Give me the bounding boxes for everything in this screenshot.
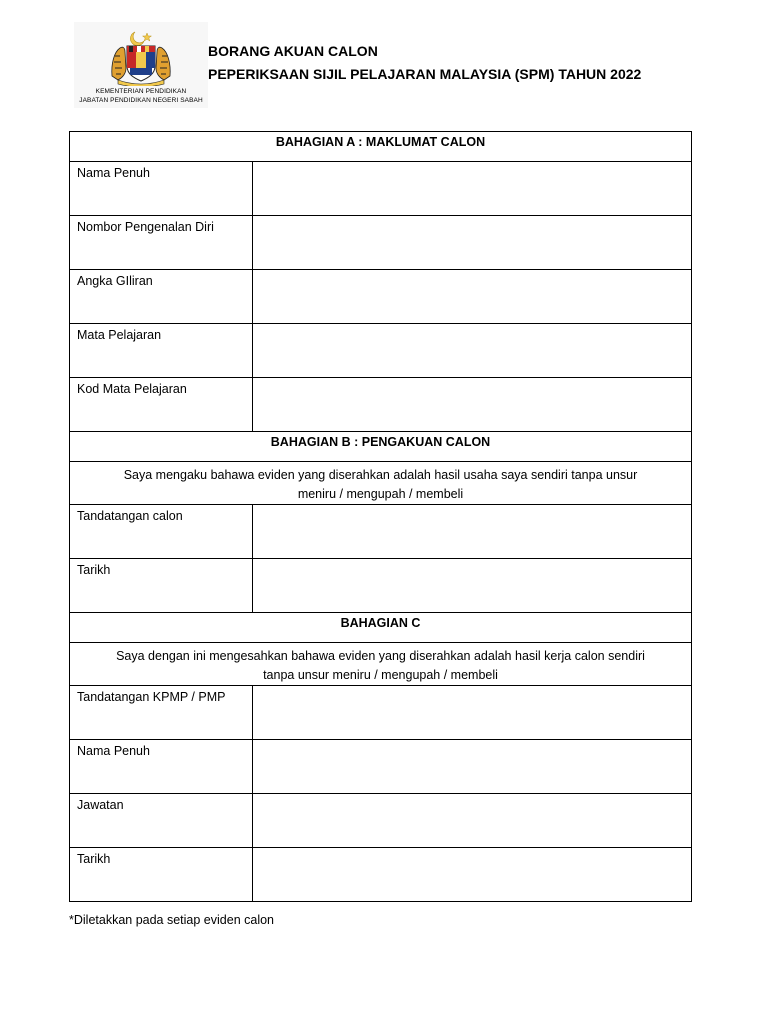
full-name-field[interactable] [253,162,692,216]
form-row-index-number [70,270,692,324]
section-c-declaration-row [70,643,692,686]
form-row-subject-code [70,378,692,432]
footnote: *Diletakkan pada setiap eviden calon [69,913,274,927]
form-row-verifier-name [70,740,692,794]
field-label: Nama Penuh [77,166,150,180]
section-a-title: BAHAGIAN A : MAKLUMAT CALON [275,135,486,149]
field-label: Nombor Pengenalan Diri [77,220,214,234]
section-b-header [70,432,692,462]
field-label: Jawatan [77,798,124,812]
form-row-candidate-signature [70,505,692,559]
field-label: Angka GIliran [77,274,153,288]
field-label: Tarikh [77,852,111,866]
candidate-date-field[interactable] [253,559,692,613]
section-a-header [70,132,692,162]
header-logo [74,22,208,108]
verifier-declaration-text: Saya dengan ini mengesahkan bahawa eviden yang diserahkan adalah hasil kerja calon sendiri tanpa unsur meniru / mengupah / membeli [116,649,645,682]
form-row-subject [70,324,692,378]
verifier-signature-field[interactable] [253,686,692,740]
form-row-position [70,794,692,848]
exam-title: PEPERIKSAAN SIJIL PELAJARAN MALAYSIA (SPM) TAHUN 2022 [208,66,642,82]
ic-number-field[interactable] [253,216,692,270]
position-field[interactable] [253,794,692,848]
candidate-declaration-text: Saya mengaku bahawa eviden yang diserahkan adalah hasil usaha saya sendiri tanpa unsur meniru / mengupah / membeli [123,468,638,501]
candidate-signature-field[interactable] [253,505,692,559]
field-label: Tandatangan calon [77,509,183,523]
ministry-name: KEMENTERIAN PENDIDIKAN [95,88,187,95]
field-label: Tarikh [77,563,111,577]
index-number-field[interactable] [253,270,692,324]
field-label: Mata Pelajaran [77,328,162,342]
subject-field[interactable] [253,324,692,378]
subject-code-field[interactable] [253,378,692,432]
field-label: Tandatangan KPMP / PMP [77,690,226,704]
malaysia-coat-of-arms-icon [108,30,174,86]
field-label: Kod Mata Pelajaran [77,382,187,396]
form-row-verifier-signature [70,686,692,740]
verifier-name-field[interactable] [253,740,692,794]
form-row-candidate-date [70,559,692,613]
form-row-verifier-date [70,848,692,902]
section-b-declaration-row [70,462,692,505]
verifier-date-field[interactable] [253,848,692,902]
form-row-full-name [70,162,692,216]
department-name: JABATAN PENDIDIKAN NEGERI SABAH [79,97,203,104]
field-label: Nama Penuh [77,744,150,758]
form-row-ic-number [70,216,692,270]
section-c-header [70,613,692,643]
form-title: BORANG AKUAN CALON [208,43,378,59]
declaration-form-table [69,131,692,902]
section-c-title: BAHAGIAN C [340,616,421,630]
section-b-title: BAHAGIAN B : PENGAKUAN CALON [270,435,491,449]
